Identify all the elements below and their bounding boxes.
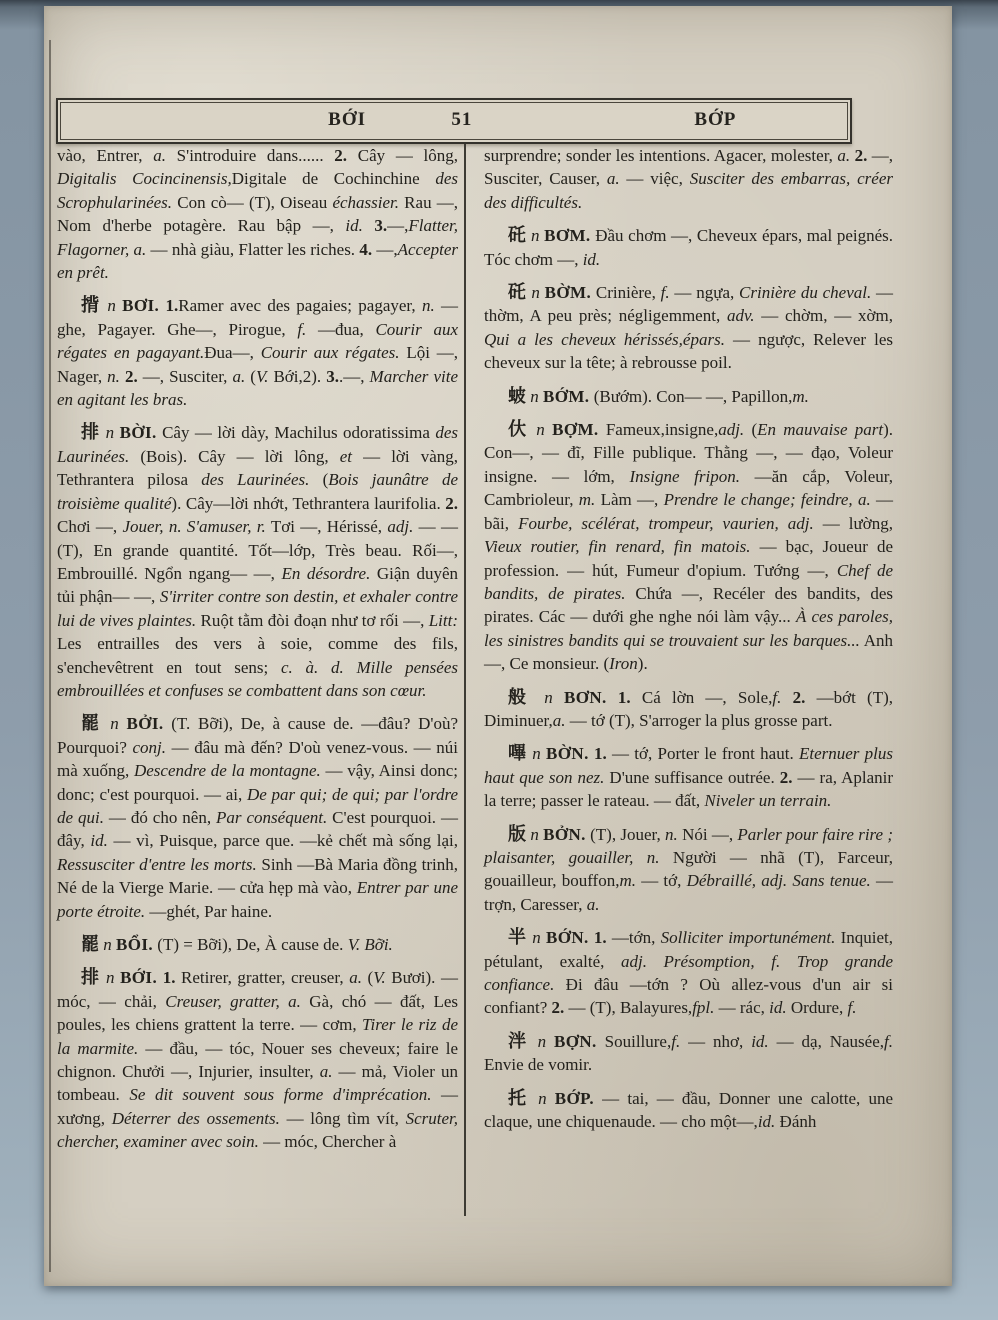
dictionary-entry: 嗶 n BỜN. 1. — tớ, Porter le front haut. Eternuer plus haut que son nez. D'une suffisance outrée. 2. — ra, Aplanir la terre; passer le rateau. — đất, Niveler un terrain. (484, 743, 894, 811)
entry-headword: BỞN. (543, 824, 586, 844)
nom-character: 半 (508, 927, 527, 948)
dictionary-entry: 矺 n BƠM. Đầu chơm —, Cheveux épars, mal peignés. Tóc chơm —, id. (484, 225, 893, 269)
nom-character: 矺 (508, 225, 527, 246)
nom-character: 泮 (508, 1030, 530, 1051)
nom-character: 嗶 (508, 743, 528, 764)
dictionary-entry: 蚾 n BỚM. (Bướm). Con— —, Papillon,m. (508, 385, 809, 406)
entry-headword: BỚM. (543, 386, 590, 406)
entry-headword: BỜI. (119, 423, 157, 443)
nom-character: 版 (508, 823, 527, 844)
dictionary-entry: 半 n BỚN. 1. —tớn, Solliciter importunément. Inquiet, pétulant, exalté, adj. Présomption, f. Trop grande confiance. Đi đâu —tớn ? Où allez-vous d'un air si confiant? 2. — (T), Balayures,fpl. — rác, id. Ordure, f. (484, 927, 894, 1018)
book-page (44, 6, 952, 1286)
dictionary-entry: 㐲 n BỢM. Fameux,insigne,adj. (En mauvaise part). Con—, — đĩ, Fille publique. Thằng —, — đạo, Voleur insigne. — lớm, Insigne fripon. —ăn cắp, Voleur, Cambrioleur, m. Làm —, Prendre le change; feindre, a. — bãi, Fourbe, scélérat, trompeur, vaurien, adj. — lường, Vieux routier, fin renard, fin matois. — bạc, Joueur de profession. — hút, Fumeur d'opium. Tướng —, Chef de bandits, de pirates. Chứa —, Recéler des bandits, des pirates. Các — dưới ghe nghe nói làm vậy... À ces paroles, les sinistres bandits qui se trouvaient sur les barques... Anh —, Ce monsieur. (Iron). (484, 419, 894, 674)
nom-character: 排 (81, 422, 101, 443)
dictionary-entry: 罷 n BỞI. (T. Bỡi), De, à cause de. —đâu? D'où? Pourquoi? conj. — đâu mà đến? D'où venez-vous. — núi mà xuống, Descendre de la montagne. — vậy, Ainsi donc; donc; c'est pourquoi. — ai, De par qui; de qui; par l'ordre de qui. — đó cho nên, Par conséquent. C'est pourquoi. — đây, id. — vì, Puisque, parce que. —kẻ chết mà sống lại, Ressusciter d'entre les morts. Sinh —Bà Maria đồng trinh, Né de la Vierge Marie. — cửa hẹp mà vào, Entrer par une porte étroite. —ghét, Par haine. (57, 713, 458, 921)
dictionary-entry: 排 n BỚI. 1. Retirer, gratter, creuser, a. (V. Bươi). — móc, — chải, Creuser, gratter, a. Gà, chó — đất, Les poules, les chiens grattent la terre. — cơm, Tirer le riz de la marmite. — đầu, — tóc, Nouer ses cheveux; faire le chignon. Chưởi —, Injurier, insulter, a. — mả, Violer un tombeau. Se dit souvent sous forme d'imprécation. — xương, Déterrer des ossements. — lông tìm vít, Scruter, chercher, examiner avec soin. — móc, Chercher à (57, 967, 459, 1152)
dictionary-entry: 托 n BỚP. — tai, — đầu, Donner une calotte, une claque, une chiquenaude. — cho một—,id. Đánh (484, 1087, 894, 1132)
dictionary-entry: 揹 n BƠI. 1.Ramer avec des pagaies; pagayer, n. —ghe, Pagayer. Ghe—, Pirogue, f. —đua, Courir aux régates en pagayant.Đua—, Courir aux régates. Lội —, Nager, n. 2. —, Susciter, a. (V. Bới,2). 3..—, Marcher vite en agitant les bras. (57, 295, 459, 410)
dictionary-entry: 排 n BỜI. Cây — lời dày, Machilus odoratissima des Laurinées. (Bois). Cây — lời lông, et — lời vàng, Tethrantera pilosa des Laurinées. (Bois jaunâtre de troisième qualité). Cây—lời nhớt, Tethrantera laurifolia. 2. Chơi —, Jouer, n. S'amuser, r. Tơi —, Hérissé, adj. — —(T), En grande quantité. Tốt—lớp, Très beau. Rối—, Embrouillé. Ngổn ngang— —, En désordre. Giận duyên tủi phận— —, S'irriter contre son destin, et exhaler contre lui de vives plaintes. Ruột tằm đòi đoạn như tơ rối —, Litt: Les entrailles des vers à soie, comme des fils, s'enchevêtrent en tout sens; c. à. d. Mille pensées embrouillées et confuses se combattent dans son cœur. (57, 422, 459, 700)
page-header-box (56, 98, 852, 144)
entry-headword: BỔI. (116, 935, 154, 954)
nom-character: 揹 (81, 295, 102, 316)
page-number: 51 (451, 109, 473, 131)
continuation-paragraph: surprendre; sonder les intentions. Agacer, molester, a. 2. —, Susciter, Causer, a. — việc, Susciter des embarras, créer des difficultés. (484, 146, 893, 212)
entry-headword: BƠI. (122, 296, 160, 316)
entry-headword: BỚP. (554, 1088, 595, 1108)
nom-character: 托 (508, 1087, 530, 1108)
nom-character: 罷 (81, 934, 99, 954)
entry-headword: BỜN. (546, 744, 589, 764)
dictionary-entry: 泮 n BỢN. Souillure,f. — nhơ, id. — dạ, Nausée,f. Envie de vomir. (484, 1030, 893, 1075)
column-left (57, 144, 458, 1154)
entry-headword: BỜM. (544, 283, 592, 303)
entry-headword: BỢM. (552, 420, 599, 440)
header-guide-word-right: BỚP (694, 109, 737, 131)
entry-headword: BỞI. (126, 714, 164, 734)
nom-character: 㐲 (508, 419, 530, 440)
header-guide-word-left: BỚI (328, 109, 367, 131)
dictionary-entry: 版 n BỞN. (T), Jouer, n. Nói —, Parler pour faire rire ; plaisanter, gouailler, n. Người — nhã (T), Farceur, gouailleur, bouffon,m. — tớ, Débraillé, adj. Sans tenue. — trợn, Caresser, a. (484, 823, 894, 914)
entry-headword: BỚN. (545, 928, 589, 948)
nom-character: 蚾 (508, 385, 526, 406)
text-area (57, 144, 893, 1154)
column-right (484, 144, 893, 1154)
nom-character: 排 (81, 967, 101, 988)
entry-headword: BỚI. (120, 968, 158, 988)
nom-character: 罷 (81, 713, 103, 734)
nom-character: 般 (508, 686, 533, 707)
nom-character: 矺 (508, 282, 527, 303)
entry-headword: BỢN. (554, 1031, 597, 1051)
entry-headword: BƠN. (563, 687, 607, 707)
continuation-paragraph: vào, Entrer, a. S'introduire dans...... 2. Cây — lông, Digitalis Cocincinensis,Digitale de Cochinchine des Scrophularinées. Con cò— (T), Oiseau échassier. Rau —, Nom d'herbe potagère. Rau bập —, id. 3.—,Flatter, Flagorner, a. — nhà giàu, Flatter les riches. 4. —,Accepter en prêt. (57, 146, 459, 283)
dictionary-entry: 矺 n BỜM. Crinière, f. — ngựa, Crinière du cheval. — thờm, A peu près; négligemment, adv. — chờm, — xờm, Qui a les cheveux hérissés,épars. — ngược, Relever les cheveux sur la tête; à rebrousse poil. (484, 282, 894, 373)
dictionary-entry: 罷 n BỔI. (T) = Bỡi), De, À cause de. V. Bỡi. (81, 934, 393, 954)
dictionary-entry: 般 n BƠN. 1. Cá lờn —, Sole,f. 2. —bớt (T), Diminuer,a. — tớ (T), S'arroger la plus grosse part. (484, 686, 894, 730)
entry-headword: BƠM. (544, 226, 591, 246)
